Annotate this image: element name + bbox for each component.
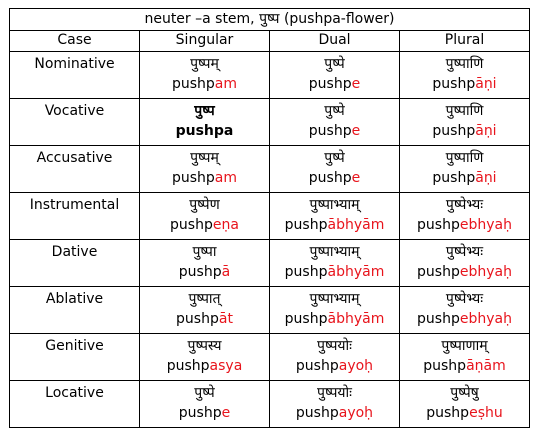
case-label: Vocative xyxy=(10,99,140,146)
table-title: neuter –a stem, पुष्प (pushpa-flower) xyxy=(10,9,530,31)
plural-stem: pushp xyxy=(417,311,460,327)
table-row xyxy=(10,52,530,99)
plural-devanagari: पुष्पेषु xyxy=(450,385,479,401)
plural-transliteration xyxy=(400,309,529,329)
singular-transliteration xyxy=(140,121,269,141)
plural-transliteration xyxy=(400,356,529,376)
singular-stem: pushp xyxy=(171,170,215,186)
singular-devanagari: पुष्पे xyxy=(194,385,215,401)
singular-stem: pushp xyxy=(178,264,222,280)
dual-ending: ābhyām xyxy=(327,311,385,327)
plural-cell xyxy=(400,146,530,193)
dual-devanagari: पुष्पे xyxy=(324,56,345,72)
plural-stem: pushp xyxy=(423,358,467,374)
singular-transliteration xyxy=(140,74,269,94)
dual-cell xyxy=(270,334,400,381)
dual-stem: pushp xyxy=(308,76,352,92)
plural-cell xyxy=(400,193,530,240)
case-label: Ablative xyxy=(10,287,140,334)
header-singular: Singular xyxy=(140,31,270,52)
plural-transliteration xyxy=(400,262,529,282)
dual-cell xyxy=(270,240,400,287)
dual-stem: pushp xyxy=(284,264,328,280)
plural-devanagari: पुष्पाणाम् xyxy=(441,338,488,354)
singular-stem: pushp xyxy=(171,76,215,92)
singular-cell xyxy=(140,146,270,193)
plural-ending: āṇi xyxy=(475,170,497,186)
dual-cell xyxy=(270,146,400,193)
singular-transliteration xyxy=(140,356,269,376)
singular-cell xyxy=(140,381,270,428)
singular-devanagari: पुष्पम् xyxy=(190,56,219,72)
dual-devanagari: पुष्पाभ्याम् xyxy=(309,291,360,307)
singular-ending: e xyxy=(221,405,231,421)
dual-transliteration xyxy=(270,309,399,329)
singular-ending: āt xyxy=(218,311,233,327)
dual-devanagari: पुष्पाभ्याम् xyxy=(309,244,360,260)
plural-ending: ebhyaḥ xyxy=(459,311,512,327)
singular-ending: asya xyxy=(209,358,243,374)
plural-transliteration xyxy=(400,403,529,423)
dual-devanagari: पुष्पाभ्याम् xyxy=(309,197,360,213)
singular-transliteration xyxy=(140,262,269,282)
plural-ending: āṇi xyxy=(475,123,497,139)
dual-transliteration xyxy=(270,121,399,141)
dual-ending: e xyxy=(351,76,361,92)
plural-cell xyxy=(400,99,530,146)
dual-transliteration xyxy=(270,215,399,235)
dual-cell xyxy=(270,52,400,99)
header-dual: Dual xyxy=(270,31,400,52)
singular-devanagari: पुष्प xyxy=(194,103,215,119)
case-label: Genitive xyxy=(10,334,140,381)
dual-stem: pushp xyxy=(295,358,339,374)
plural-transliteration xyxy=(400,121,529,141)
dual-cell xyxy=(270,99,400,146)
singular-cell xyxy=(140,52,270,99)
plural-transliteration xyxy=(400,168,529,188)
plural-devanagari: पुष्पेभ्यः xyxy=(445,291,484,307)
singular-cell xyxy=(140,334,270,381)
dual-transliteration xyxy=(270,356,399,376)
singular-stem: pushpa xyxy=(175,123,234,139)
dual-transliteration xyxy=(270,74,399,94)
plural-ending: āṇi xyxy=(475,76,497,92)
dual-ending: e xyxy=(351,170,361,186)
table-row xyxy=(10,381,530,428)
table-row xyxy=(10,334,530,381)
dual-devanagari: पुष्पयोः xyxy=(317,338,352,354)
plural-stem: pushp xyxy=(417,264,460,280)
plural-ending: ebhyaḥ xyxy=(459,217,512,233)
plural-stem: pushp xyxy=(426,405,470,421)
plural-devanagari: पुष्पाणि xyxy=(445,150,484,166)
singular-devanagari: पुष्पस्य xyxy=(187,338,222,354)
plural-cell xyxy=(400,381,530,428)
plural-stem: pushp xyxy=(432,170,476,186)
plural-stem: pushp xyxy=(432,123,476,139)
singular-ending: ā xyxy=(221,264,231,280)
case-label: Nominative xyxy=(10,52,140,99)
title-row xyxy=(10,9,530,31)
header-plural: Plural xyxy=(400,31,530,52)
plural-stem: pushp xyxy=(417,217,460,233)
dual-transliteration xyxy=(270,168,399,188)
dual-ending: ābhyām xyxy=(327,217,385,233)
plural-devanagari: पुष्पेभ्यः xyxy=(445,197,484,213)
case-label: Instrumental xyxy=(10,193,140,240)
plural-devanagari: पुष्पेभ्यः xyxy=(445,244,484,260)
case-label: Accusative xyxy=(10,146,140,193)
singular-stem: pushp xyxy=(176,311,219,327)
header-case: Case xyxy=(10,31,140,52)
singular-devanagari: पुष्पम् xyxy=(190,150,219,166)
singular-devanagari: पुष्पेण xyxy=(189,197,220,213)
singular-devanagari: पुष्पात् xyxy=(188,291,221,307)
dual-stem: pushp xyxy=(284,217,328,233)
singular-ending: am xyxy=(214,170,238,186)
dual-ending: e xyxy=(351,123,361,139)
header-row xyxy=(10,31,530,52)
plural-cell xyxy=(400,334,530,381)
singular-transliteration xyxy=(140,403,269,423)
dual-stem: pushp xyxy=(308,123,352,139)
table-row xyxy=(10,99,530,146)
dual-ending: ayoḥ xyxy=(338,358,374,374)
plural-ending: ebhyaḥ xyxy=(459,264,512,280)
singular-transliteration xyxy=(140,309,269,329)
plural-cell xyxy=(400,52,530,99)
singular-cell xyxy=(140,240,270,287)
plural-stem: pushp xyxy=(432,76,476,92)
plural-ending: āṇām xyxy=(466,358,506,374)
singular-stem: pushp xyxy=(166,358,210,374)
table-row xyxy=(10,287,530,334)
dual-transliteration xyxy=(270,262,399,282)
plural-ending: eṣhu xyxy=(469,405,503,421)
dual-devanagari: पुष्पे xyxy=(324,103,345,119)
dual-stem: pushp xyxy=(308,170,352,186)
dual-ending: ābhyām xyxy=(327,264,385,280)
singular-ending: eṇa xyxy=(212,217,239,233)
case-label: Locative xyxy=(10,381,140,428)
declension-table xyxy=(9,8,530,428)
dual-cell xyxy=(270,381,400,428)
table-row xyxy=(10,146,530,193)
singular-cell xyxy=(140,287,270,334)
singular-transliteration xyxy=(140,168,269,188)
dual-cell xyxy=(270,287,400,334)
singular-cell xyxy=(140,99,270,146)
singular-transliteration xyxy=(140,215,269,235)
dual-stem: pushp xyxy=(284,311,328,327)
dual-devanagari: पुष्पयोः xyxy=(317,385,352,401)
singular-devanagari: पुष्पा xyxy=(192,244,217,260)
plural-cell xyxy=(400,240,530,287)
plural-transliteration xyxy=(400,215,529,235)
table-row xyxy=(10,193,530,240)
table-row xyxy=(10,240,530,287)
dual-devanagari: पुष्पे xyxy=(324,150,345,166)
singular-ending: am xyxy=(214,76,238,92)
plural-transliteration xyxy=(400,74,529,94)
dual-ending: ayoḥ xyxy=(338,405,374,421)
dual-cell xyxy=(270,193,400,240)
singular-stem: pushp xyxy=(178,405,222,421)
plural-cell xyxy=(400,287,530,334)
plural-devanagari: पुष्पाणि xyxy=(445,56,484,72)
dual-transliteration xyxy=(270,403,399,423)
case-label: Dative xyxy=(10,240,140,287)
singular-stem: pushp xyxy=(170,217,213,233)
singular-cell xyxy=(140,193,270,240)
plural-devanagari: पुष्पाणि xyxy=(445,103,484,119)
dual-stem: pushp xyxy=(295,405,339,421)
